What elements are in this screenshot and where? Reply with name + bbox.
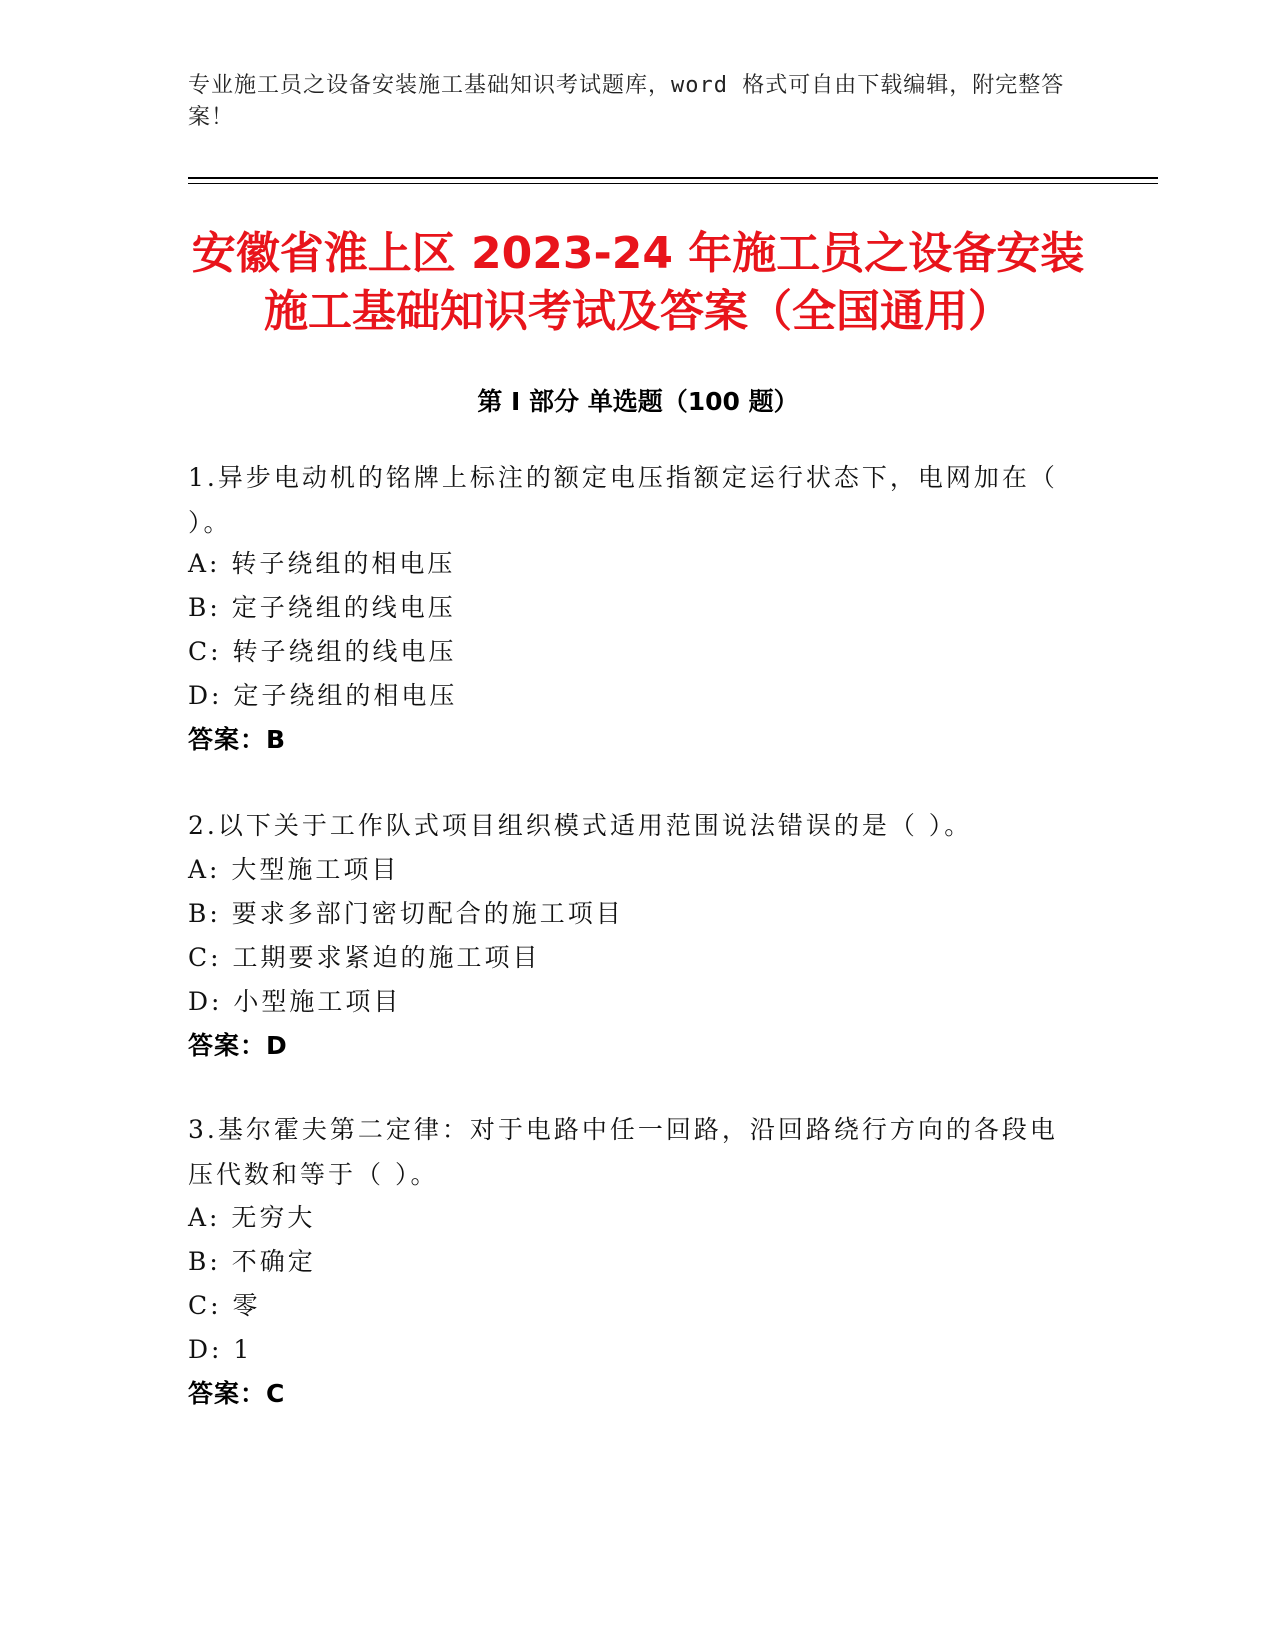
document-title xyxy=(188,225,1088,341)
question-2-option-a: A: 大型施工项目 xyxy=(188,855,400,884)
question-2-option-d: D: 小型施工项目 xyxy=(188,987,402,1016)
question-2-option-b: B: 要求多部门密切配合的施工项目 xyxy=(188,899,624,928)
question-3-option-d: D: 1 xyxy=(188,1335,253,1364)
title-line-1: 安徽省淮上区 2023-24 年施工员之设备安装 xyxy=(191,228,1085,279)
question-1-option-b: B: 定子绕组的线电压 xyxy=(188,593,456,622)
question-3-option-a: A: 无穷大 xyxy=(188,1203,316,1232)
question-1-stem: 1.异步电动机的铭牌上标注的额定电压指额定运行状态下，电网加在（ ）。 xyxy=(188,463,1058,537)
header-note: 专业施工员之设备安装施工基础知识考试题库，word 格式可自由下载编辑，附完整答案！ xyxy=(188,73,1065,130)
question-3-stem: 3.基尔霍夫第二定律：对于电路中任一回路，沿回路绕行方向的各段电压代数和等于（ ）。 xyxy=(188,1115,1058,1189)
question-2-option-c: C: 工期要求紧迫的施工项目 xyxy=(188,943,541,972)
question-2-answer: 答案：D xyxy=(188,1031,288,1060)
question-1-option-a: A: 转子绕组的相电压 xyxy=(188,549,456,578)
question-3-option-b: B: 不确定 xyxy=(188,1247,316,1276)
header-divider-thin xyxy=(188,183,1158,184)
question-2-stem: 2.以下关于工作队式项目组织模式适用范围说法错误的是（ ）。 xyxy=(188,811,973,840)
question-1-option-d: D: 定子绕组的相电压 xyxy=(188,681,458,710)
section-heading: 第 I 部分 单选题（100 题） xyxy=(477,387,799,416)
question-3-option-c: C: 零 xyxy=(188,1291,261,1320)
header-divider-thick xyxy=(188,177,1158,179)
question-1-answer: 答案：B xyxy=(188,725,287,754)
question-3-answer: 答案：C xyxy=(188,1379,286,1408)
question-1-option-c: C: 转子绕组的线电压 xyxy=(188,637,457,666)
title-line-2: 施工基础知识考试及答案（全国通用） xyxy=(264,286,1012,337)
